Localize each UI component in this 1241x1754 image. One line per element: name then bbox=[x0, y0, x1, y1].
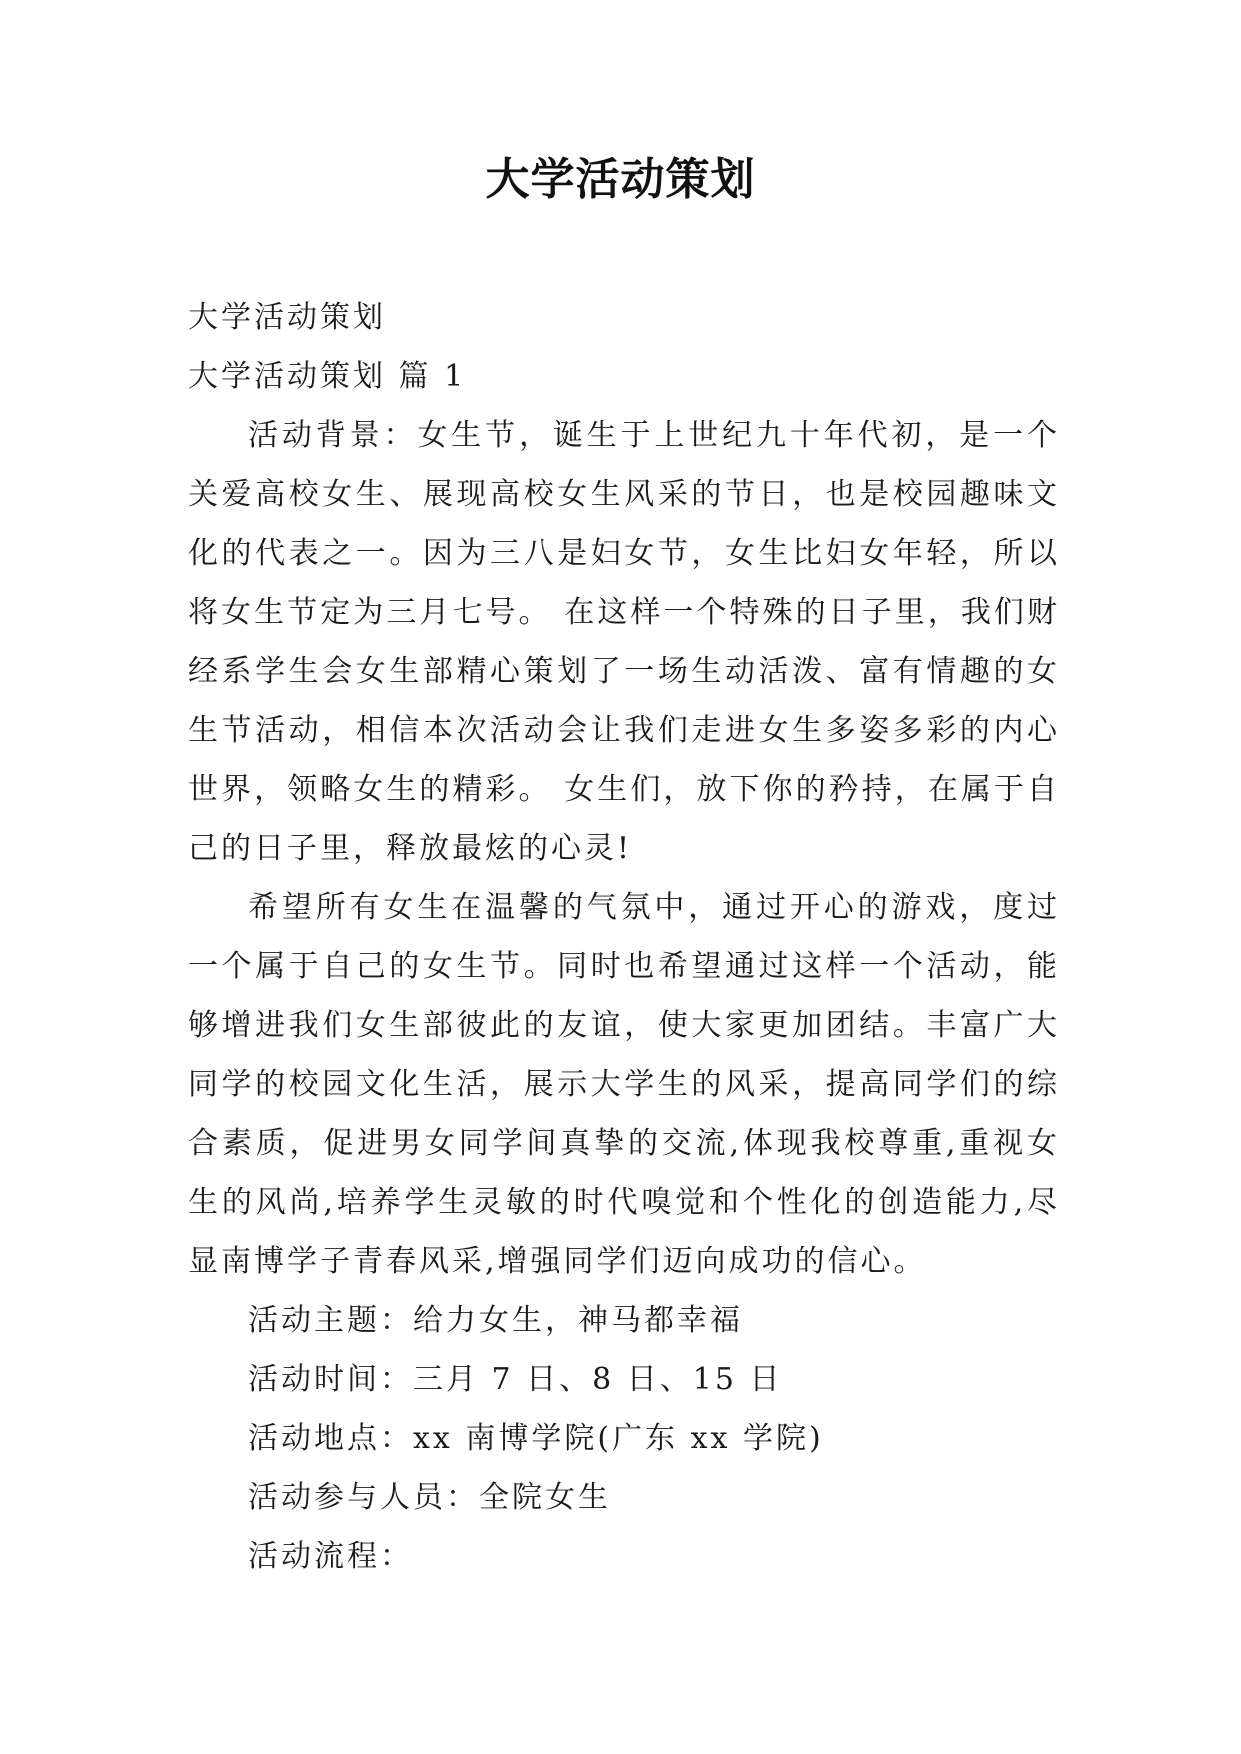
section-line: 大学活动策划 篇 1 bbox=[188, 359, 467, 394]
activity-process: 活动流程： bbox=[248, 1539, 413, 1574]
background-paragraph: 活动背景：女生节，诞生于上世纪九十年代初，是一个关爱高校女生、展现高校女生风采的节日，也是校园趣味文化的代表之一。因为三八是妇女节，女生比妇女年轻，所以将女生节定为三月七号。 在这样一个特殊的日子里，我们财经系学生会女生部精心策划了一场生动活泼、富有情趣的女生节活动，相信本次活动会让我们走进女生多姿多彩的内心世界，领略女生的精彩。 女生们，放下你的矜持，在属于自己的日子里，释放最炫的心灵! bbox=[188, 418, 1060, 866]
activity-time: 活动时间：三月 7 日、8 日、15 日 bbox=[248, 1362, 783, 1397]
activity-theme: 活动主题：给力女生，神马都幸福 bbox=[248, 1303, 743, 1338]
activity-participants: 活动参与人员：全院女生 bbox=[248, 1480, 611, 1515]
document-body bbox=[188, 288, 1060, 1586]
document-title: 大学活动策划 bbox=[485, 154, 756, 205]
activity-place: 活动地点：xx 南博学院(广东 xx 学院) bbox=[248, 1421, 824, 1456]
heading-line: 大学活动策划 bbox=[188, 300, 386, 335]
purpose-paragraph: 希望所有女生在温馨的气氛中，通过开心的游戏，度过一个属于自己的女生节。同时也希望通过这样一个活动，能够增进我们女生部彼此的友谊，使大家更加团结。丰富广大同学的校园文化生活，展示大学生的风采，提高同学们的综合素质，促进男女同学间真挚的交流,体现我校尊重,重视女生的风尚,培养学生灵敏的时代嗅觉和个性化的创造能力,尽显南博学子青春风采,增强同学们迈向成功的信心。 bbox=[188, 890, 1060, 1279]
